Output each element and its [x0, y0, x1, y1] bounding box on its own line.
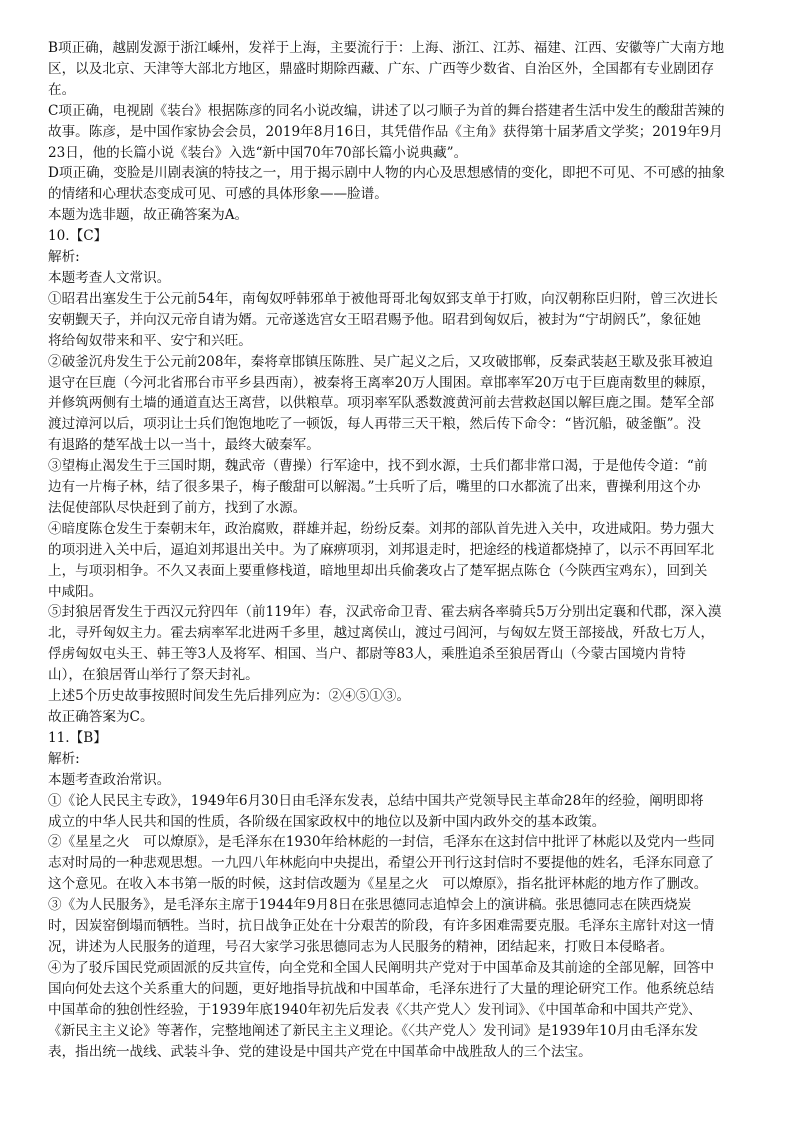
text-line: B项正确，越剧发源于浙江嵊州，发祥于上海，主要流行于：上海、浙江、江苏、福建、江西、安徽等广大南方地	[48, 40, 725, 56]
text-line: 的项羽进入关中后，逼迫刘邦退出关中。为了麻痹项羽，刘邦退走时，把途经的栈道都烧掉了，以示不再回军北	[48, 541, 715, 558]
text-line: ④暗度陈仓发生于秦朝末年，政治腐败，群雄并起，纷纷反秦。刘邦的部队首先进入关中，攻进咸阳。势力强大	[48, 520, 715, 537]
text-line: 将给匈奴带来和平、安宁和兴旺。	[48, 332, 252, 349]
text-line: 并修筑两侧有土墙的通道直达王离营，以供粮草。项羽率军队悉数渡黄河前去营救赵国以解巨鹿之围。楚军全部	[48, 395, 715, 412]
text-line: 安朝觐天子，并向汉元帝自请为婿。元帝遂选宫女王昭君赐予他。昭君到匈奴后，被封为“宁胡阏氏”，象征她	[48, 311, 701, 328]
text-line: 23日，他的长篇小说《装台》入选“新中国70年70部长篇小说典藏”。	[48, 144, 468, 161]
text-line: ②《星星之火 可以燎原》，是毛泽东在1930年给林彪的一封信，毛泽东在这封信中批评了林彪以及党内一些同	[48, 834, 715, 851]
text-line: 解析:	[48, 750, 80, 767]
text-line: 本题考查人文常识。	[48, 269, 171, 286]
text-line: 中国革命的独创性经验，于1939年底1940年初先后发表《〈共产党人〉发刊词》、《中国革命和中国共产党》、	[48, 1001, 702, 1018]
text-line: 11.【B】	[48, 729, 107, 746]
text-line: 法促使部队尽快赶到了前方，找到了水源。	[48, 499, 307, 516]
text-line: 本题考查政治常识。	[48, 771, 171, 788]
text-line: 北，寻歼匈奴主力。霍去病率军北进两千多里，越过离侯山，渡过弓闾河，与匈奴左贤王部接战，歼敌七万人，	[48, 625, 715, 642]
text-line: 10.【C】	[48, 228, 108, 245]
text-line: 在。	[48, 81, 76, 98]
text-line: 况，讲述为人民服务的道理，号召大家学习张思德同志为人民服务的精神，团结起来，打败日本侵略者。	[48, 938, 674, 955]
text-line: 时，因炭窑倒塌而牺牲。当时，抗日战争正处在十分艰苦的阶段，有许多困难需要克服。毛泽东主席针对这一情	[48, 918, 715, 935]
text-line: 的情绪和心理状态变成可见、可感的具体形象——脸谱。	[48, 186, 388, 203]
text-line: 中咸阳。	[48, 583, 103, 600]
text-line: 边有一片梅子林，结了很多果子，梅子酸甜可以解渴。”士兵听了后，嘴里的口水都流了出来，曹操利用这个办	[48, 479, 701, 496]
text-line: 区，以及北京、天津等大部北方地区，鼎盛时期除西藏、广东、广西等少数省、自治区外，全国都有专业剧团存	[48, 60, 715, 77]
text-line: 俘虏匈奴屯头王、韩王等3人及将军、相国、当户、都尉等83人，乘胜追杀至狼居胥山（今蒙古国境内肯特	[48, 646, 686, 663]
text-line: 上，与项羽相争。不久又表面上要重修栈道，暗地里却出兵偷袭攻占了楚军据点陈仓（今陕西宝鸡东），回到关	[48, 562, 708, 579]
text-line: 有退路的楚军战士以一当十，最终大破秦军。	[48, 437, 320, 454]
text-line: 故事。陈彦，是中国作家协会会员，2019年8月16日，其凭借作品《主角》获得第十届茅盾文学奖；2019年9月	[48, 123, 723, 140]
text-line: ①昭君出塞发生于公元前54年，南匈奴呼韩邪单于被他哥哥北匈奴郅支单于打败，向汉朝称臣归附，曾三次进长	[48, 290, 718, 307]
text-line: ③《为人民服务》，是毛泽东主席于1944年9月8日在张思德同志追悼会上的演讲稿。张思德同志在陕西烧炭	[48, 897, 692, 914]
text-line: ④为了驳斥国民党顽固派的反共宣传，向全党和全国人民阐明共产党对于中国革命及其前途的全部见解，回答中	[48, 959, 715, 976]
text-line: 《新民主主义论》等著作，完整地阐述了新民主主义理论。《〈共产党人〉发刊词》是1939年10月由毛泽东发	[48, 1022, 699, 1039]
text-line: 退守在巨鹿（今河北省邢台市平乡县西南），被秦将王离率20万人围困。章邯率军20万屯于巨鹿南数里的棘原，	[48, 374, 715, 391]
text-line: ③望梅止渴发生于三国时期，魏武帝（曹操）行军途中，找不到水源，士兵们都非常口渴，于是他传令道：“前	[48, 458, 708, 475]
text-line: 成立的中华人民共和国的性质，各阶级在国家政权中的地位以及新中国内政外交的基本政策。	[48, 813, 606, 830]
text-line: 志对时局的一种悲观思想。一九四八年林彪向中央提出，希望公开刊行这封信时不要提他的姓名，毛泽东同意了	[48, 855, 715, 872]
text-line: 本题为选非题，故正确答案为A。	[48, 207, 249, 224]
text-line: 表，指出统一战线、武装斗争、党的建设是中国共产党在中国革命中战胜敌人的三个法宝。	[48, 1043, 592, 1060]
text-line: C项正确，电视剧《装台》根据陈彦的同名小说改编，讲述了以刁顺子为首的舞台搭建者生活中发生的酸甜苦辣的	[48, 102, 725, 119]
text-line: 上述5个历史故事按照时间发生先后排列应为：②④⑤①③。	[48, 688, 411, 705]
text-line: 这个意见。在收入本书第一版的时候，这封信改题为《星星之火 可以燎原》，指名批评林彪的地方作了删改。	[48, 876, 708, 893]
text-line: ⑤封狼居胥发生于西汉元狩四年（前119年）春，汉武帝命卫青、霍去病各率骑兵5万分别出定襄和代郡，深入漠	[48, 604, 722, 621]
text-line: 解析:	[48, 249, 80, 266]
text-line: 故正确答案为C。	[48, 709, 154, 725]
text-line: 山），在狼居胥山举行了祭天封礼。	[48, 667, 259, 684]
text-line: 国向何处去这个关系重大的问题，更好地指导抗战和中国革命，毛泽东进行了大量的理论研究工作。他系统总结	[48, 980, 715, 997]
text-line: 渡过漳河以后，项羽让士兵们饱饱地吃了一顿饭，每人再带三天干粮，然后传下命令：“皆沉船，破釜甑”。没	[48, 416, 701, 433]
text-line: ②破釜沉舟发生于公元前208年，秦将章邯镇压陈胜、吴广起义之后，又攻破邯郸，反秦武装赵王歇及张耳被迫	[48, 353, 713, 370]
text-line: D项正确，变脸是川剧表演的特技之一，用于揭示剧中人物的内心及思想感情的变化，即把不可见、不可感的抽象	[48, 165, 725, 182]
text-line: ①《论人民民主专政》，1949年6月30日由毛泽东发表，总结中国共产党领导民主革命28年的经验，阐明即将	[48, 792, 704, 809]
